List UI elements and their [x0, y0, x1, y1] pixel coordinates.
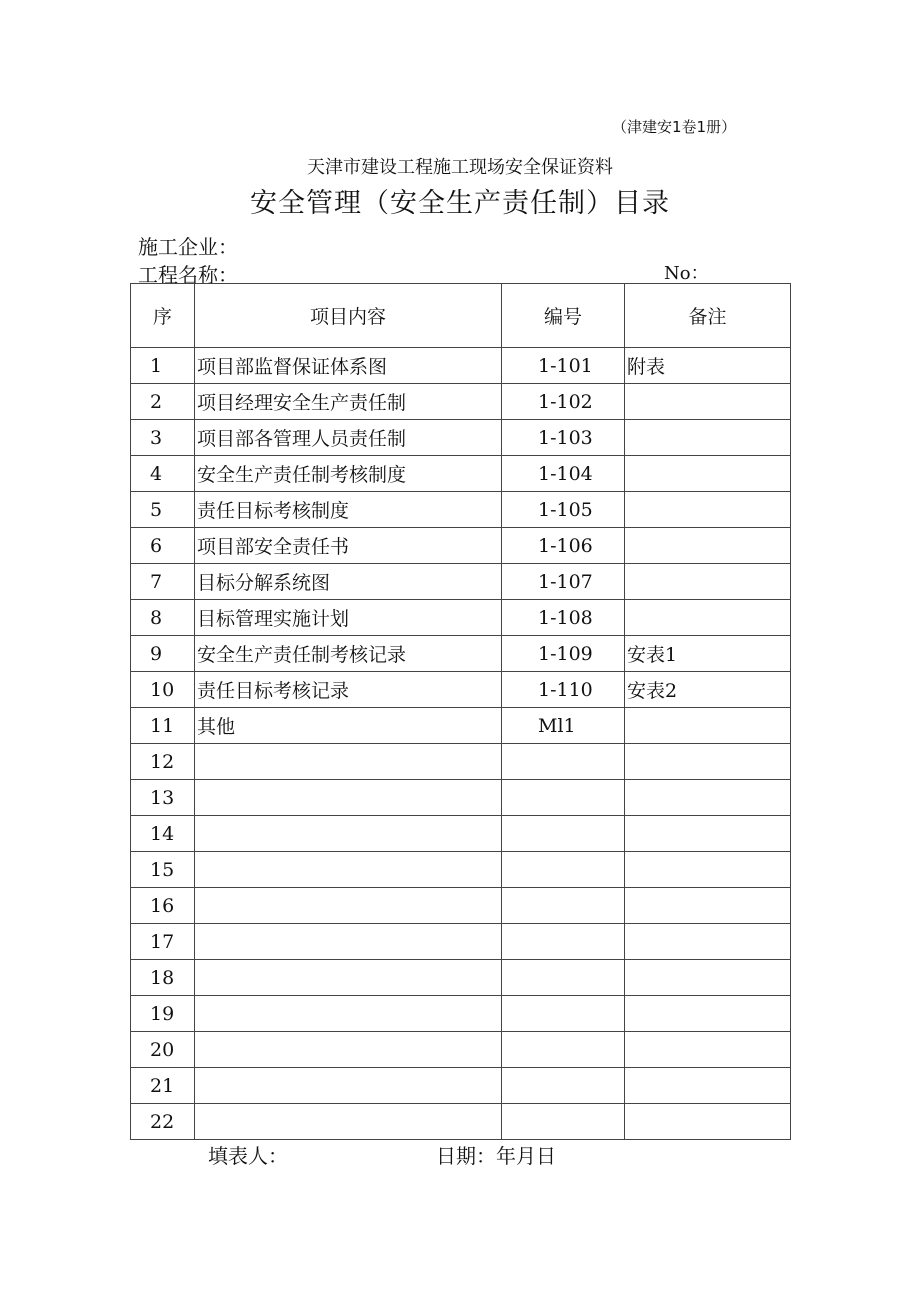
row-note	[625, 780, 791, 816]
row-seq: 10	[131, 672, 195, 708]
column-header-seq: 序	[131, 284, 195, 348]
row-note	[625, 420, 791, 456]
row-seq: 13	[131, 780, 195, 816]
row-code	[502, 924, 625, 960]
row-item: 目标管理实施计划	[195, 600, 502, 636]
table-row	[131, 384, 791, 420]
row-item: 项目部安全责任书	[195, 528, 502, 564]
row-item	[195, 744, 502, 780]
row-code: 1-108	[502, 600, 625, 636]
row-seq: 14	[131, 816, 195, 852]
table-row	[131, 348, 791, 384]
row-seq: 12	[131, 744, 195, 780]
document-subtitle: 天津市建设工程施工现场安全保证资料	[307, 157, 613, 178]
row-seq: 21	[131, 1068, 195, 1104]
row-code	[502, 888, 625, 924]
row-note	[625, 528, 791, 564]
row-seq: 11	[131, 708, 195, 744]
row-code	[502, 744, 625, 780]
page-title: 安全管理（安全生产责任制）目录	[250, 188, 670, 219]
table-row	[131, 492, 791, 528]
table-row	[131, 996, 791, 1032]
table-row	[131, 708, 791, 744]
row-note	[625, 600, 791, 636]
row-seq: 19	[131, 996, 195, 1032]
row-seq: 22	[131, 1104, 195, 1140]
row-seq: 15	[131, 852, 195, 888]
row-seq: 18	[131, 960, 195, 996]
row-item	[195, 852, 502, 888]
table-row	[131, 960, 791, 996]
row-item	[195, 888, 502, 924]
row-code: 1-105	[502, 492, 625, 528]
row-item	[195, 996, 502, 1032]
contents-table	[130, 283, 791, 1140]
row-item: 项目部各管理人员责任制	[195, 420, 502, 456]
row-code: 1-102	[502, 384, 625, 420]
table-row	[131, 564, 791, 600]
table-row	[131, 1068, 791, 1104]
table-row	[131, 744, 791, 780]
row-code	[502, 1104, 625, 1140]
table-row	[131, 456, 791, 492]
row-code: 1-109	[502, 636, 625, 672]
row-code	[502, 852, 625, 888]
column-header-item: 项目内容	[195, 284, 502, 348]
row-note: 安表2	[625, 672, 791, 708]
row-note	[625, 924, 791, 960]
row-note	[625, 492, 791, 528]
row-seq: 2	[131, 384, 195, 420]
table-row	[131, 1104, 791, 1140]
row-item: 安全生产责任制考核制度	[195, 456, 502, 492]
row-code	[502, 1032, 625, 1068]
row-code	[502, 816, 625, 852]
row-seq: 4	[131, 456, 195, 492]
row-note	[625, 744, 791, 780]
table-row	[131, 600, 791, 636]
row-note	[625, 1104, 791, 1140]
row-seq: 16	[131, 888, 195, 924]
row-item	[195, 960, 502, 996]
table-row	[131, 816, 791, 852]
table-row	[131, 636, 791, 672]
date-label: 日期：年月日	[436, 1144, 556, 1168]
row-note	[625, 456, 791, 492]
row-item: 目标分解系统图	[195, 564, 502, 600]
row-code: 1-104	[502, 456, 625, 492]
table-row	[131, 1032, 791, 1068]
row-seq: 9	[131, 636, 195, 672]
row-code	[502, 996, 625, 1032]
column-header-code: 编号	[502, 284, 625, 348]
row-seq: 7	[131, 564, 195, 600]
row-note	[625, 816, 791, 852]
table-row	[131, 888, 791, 924]
row-note	[625, 708, 791, 744]
row-item	[195, 1032, 502, 1068]
table-row	[131, 528, 791, 564]
row-item	[195, 1104, 502, 1140]
row-item	[195, 924, 502, 960]
row-seq: 3	[131, 420, 195, 456]
row-note	[625, 384, 791, 420]
row-item	[195, 816, 502, 852]
table-body	[131, 348, 791, 1140]
row-note	[625, 1032, 791, 1068]
row-code: 1-101	[502, 348, 625, 384]
row-seq: 8	[131, 600, 195, 636]
row-seq: 6	[131, 528, 195, 564]
row-item: 安全生产责任制考核记录	[195, 636, 502, 672]
row-code	[502, 1068, 625, 1104]
row-code: Ml1	[502, 708, 625, 744]
row-note: 附表	[625, 348, 791, 384]
row-note	[625, 996, 791, 1032]
filler-label: 填表人：	[208, 1144, 288, 1168]
table-row	[131, 924, 791, 960]
row-item	[195, 1068, 502, 1104]
row-item: 责任目标考核记录	[195, 672, 502, 708]
row-seq: 1	[131, 348, 195, 384]
table-row	[131, 780, 791, 816]
row-item: 责任目标考核制度	[195, 492, 502, 528]
row-code: 1-110	[502, 672, 625, 708]
row-code: 1-107	[502, 564, 625, 600]
row-seq: 5	[131, 492, 195, 528]
row-item: 项目部监督保证体系图	[195, 348, 502, 384]
row-note	[625, 852, 791, 888]
row-code	[502, 960, 625, 996]
row-note: 安表1	[625, 636, 791, 672]
table-header-row	[131, 284, 791, 348]
row-note	[625, 888, 791, 924]
company-label: 施工企业：	[138, 235, 238, 259]
row-code	[502, 780, 625, 816]
project-name-label: 工程名称：	[138, 263, 238, 287]
table-row	[131, 852, 791, 888]
row-code: 1-103	[502, 420, 625, 456]
table-row	[131, 420, 791, 456]
row-note	[625, 960, 791, 996]
volume-reference: （津建安1卷1册）	[612, 118, 737, 136]
serial-number-label: No：	[664, 263, 709, 284]
row-item: 其他	[195, 708, 502, 744]
row-note	[625, 564, 791, 600]
row-seq: 20	[131, 1032, 195, 1068]
column-header-note: 备注	[625, 284, 791, 348]
row-code: 1-106	[502, 528, 625, 564]
table-row	[131, 672, 791, 708]
row-note	[625, 1068, 791, 1104]
row-seq: 17	[131, 924, 195, 960]
row-item: 项目经理安全生产责任制	[195, 384, 502, 420]
row-item	[195, 780, 502, 816]
